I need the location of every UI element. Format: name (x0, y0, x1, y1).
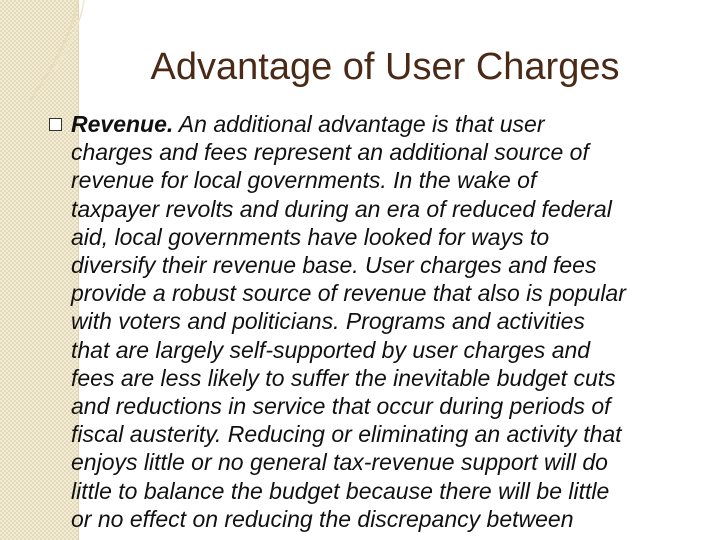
paragraph-line: that are largely self-supported by user charges and (71, 336, 591, 363)
paragraph-line: and reductions in service that occur during periods of (71, 393, 611, 419)
slide-body (0, 110, 720, 540)
bullet-label: Revenue. (71, 111, 174, 137)
paragraph-line: taxpayer revolts and during an era of reduced federal (71, 195, 612, 222)
paragraph-line: provide a robust source of revenue that also is popular (71, 280, 626, 307)
paragraph-line: or no effect on reducing the discrepancy between (71, 505, 574, 532)
paragraph-line: enjoys little or no general tax-revenue support will do (71, 449, 608, 476)
paragraph-line: revenue for local governments. In the wake of (71, 167, 537, 194)
paragraph-line: with voters and politicians. Programs and activities (71, 308, 585, 335)
bullet-marker-icon (49, 118, 62, 131)
paragraph-line: charges and fees represent an additional source of (71, 139, 589, 166)
paragraph-line: fees are less likely to suffer the inevitable budget cuts (71, 364, 616, 391)
paragraph-line: fiscal austerity. Reducing or eliminating an activity that (71, 421, 622, 448)
paragraph-line: diversify their revenue base. User charges and fees (71, 252, 597, 278)
paragraph-line: little to balance the budget because there will be little (71, 477, 610, 504)
paragraph-first-line (71, 110, 545, 138)
first-line-text: An additional advantage is that user (173, 111, 545, 137)
slide-title: Advantage of User Charges (150, 46, 620, 88)
paragraph-line: aid, local governments have looked for ways to (71, 223, 550, 250)
